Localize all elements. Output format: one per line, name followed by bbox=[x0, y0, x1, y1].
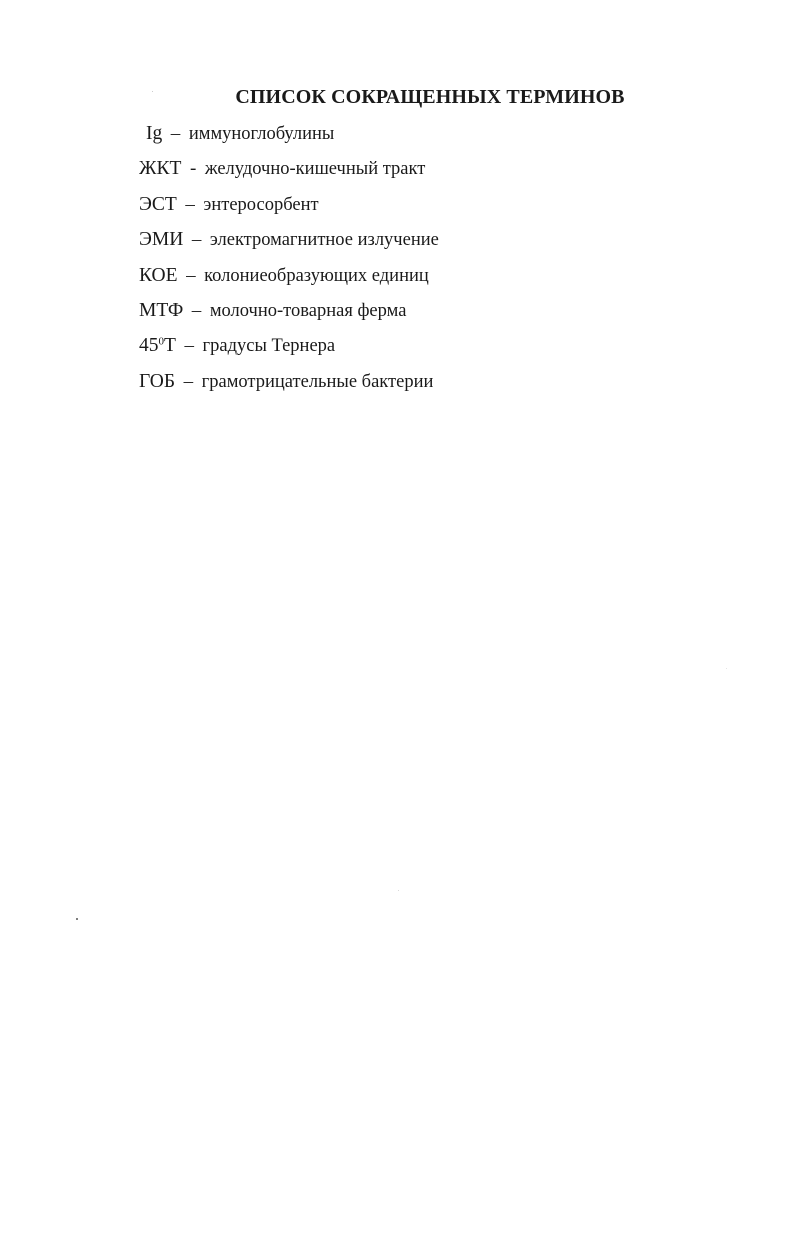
term-abbreviation: Ig bbox=[146, 123, 163, 144]
list-item bbox=[139, 264, 439, 299]
term-abbreviation-superscript: 0 bbox=[158, 335, 164, 348]
term-separator: - bbox=[189, 158, 197, 180]
term-definition: градусы Тернера bbox=[202, 336, 336, 357]
term-abbreviation: ЭСТ bbox=[139, 193, 177, 215]
term-definition: молочно-товарная ферма bbox=[209, 300, 407, 321]
term-abbreviation-number: 45 bbox=[139, 335, 159, 357]
scan-speck bbox=[726, 668, 727, 669]
scan-speck bbox=[76, 918, 78, 920]
list-item bbox=[139, 228, 439, 263]
scan-speck bbox=[398, 890, 399, 891]
term-abbreviation-tail: Т bbox=[164, 335, 176, 357]
term-separator: – bbox=[191, 299, 202, 321]
list-item bbox=[139, 299, 439, 334]
term-abbreviation bbox=[139, 335, 176, 356]
term-separator: – bbox=[186, 264, 196, 286]
term-abbreviation: ГОБ bbox=[139, 370, 176, 392]
list-item bbox=[139, 157, 439, 192]
term-separator: – bbox=[191, 229, 202, 251]
term-separator: – bbox=[183, 370, 194, 392]
term-abbreviation: ЭМИ bbox=[139, 229, 184, 251]
list-item bbox=[139, 122, 439, 157]
term-separator: – bbox=[184, 335, 194, 357]
term-definition: колониеобразующих единиц bbox=[204, 265, 429, 286]
list-item bbox=[139, 193, 439, 228]
term-separator: – bbox=[170, 123, 181, 144]
page-title: СПИСОК СОКРАЩЕННЫХ ТЕРМИНОВ bbox=[235, 86, 625, 108]
abbreviation-list bbox=[139, 122, 439, 405]
term-definition: иммуноглобулины bbox=[188, 124, 335, 144]
list-item bbox=[139, 370, 439, 405]
scan-speck bbox=[152, 91, 153, 92]
term-abbreviation: КОЕ bbox=[139, 264, 178, 286]
term-abbreviation: ЖКТ bbox=[139, 158, 182, 180]
term-definition: грамотрицательные бактерии bbox=[201, 371, 434, 392]
list-item bbox=[139, 334, 439, 369]
term-abbreviation: МТФ bbox=[139, 299, 184, 321]
term-definition: энтеросорбент bbox=[203, 194, 319, 215]
term-definition: электромагнитное излучение bbox=[209, 230, 439, 251]
term-separator: – bbox=[185, 193, 195, 215]
term-definition: желудочно-кишечный тракт bbox=[204, 159, 426, 180]
